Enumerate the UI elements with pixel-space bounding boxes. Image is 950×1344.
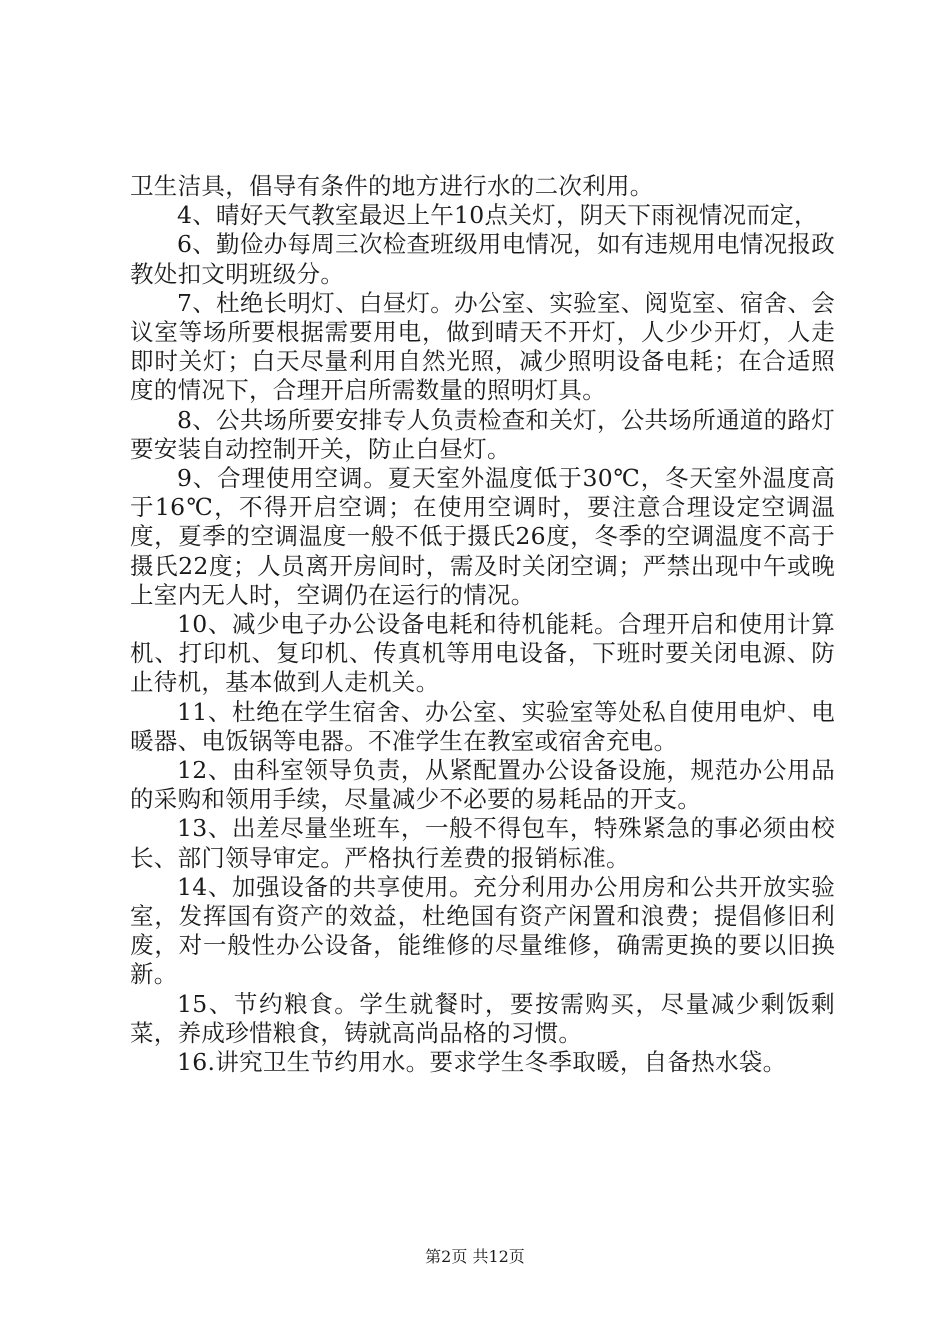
paragraph-7: 11、杜绝在学生宿舍、办公室、实验室等处私自使用电炉、电暖器、电饭锅等电器。不准学生在教室或宿舍充电。 <box>130 697 835 755</box>
page-footer: 第2页 共12页 <box>425 1247 525 1266</box>
paragraph-1: 4、晴好天气教室最迟上午10点关灯，阴天下雨视情况而定， <box>177 201 818 230</box>
paragraph-6: 10、减少电子办公设备电耗和待机能耗。合理开启和使用计算机、打印机、复印机、传真机等用电设备，下班时要关闭电源、防止待机，基本做到人走机关。 <box>130 610 835 697</box>
paragraph-9: 13、出差尽量坐班车，一般不得包车，特殊紧急的事必须由校长、部门领导审定。严格执行差费的报销标准。 <box>130 814 835 872</box>
paragraph-5: 9、合理使用空调。夏天室外温度低于30℃，冬天室外温度高于16℃，不得开启空调；在使用空调时，要注意合理设定空调温度，夏季的空调温度一般不低于摄氏26度，冬季的空调温度不高于摄氏22度；人员离开房间时，需及时关闭空调；严禁出现中午或晚上室内无人时，空调仍在运行的情况。 <box>130 464 835 609</box>
paragraph-4: 8、公共场所要安排专人负责检查和关灯，公共场所通道的路灯要安装自动控制开关，防止白昼灯。 <box>130 405 835 463</box>
paragraph-11: 15、节约粮食。学生就餐时，要按需购买，尽量减少剩饭剩菜，养成珍惜粮食，铸就高尚品格的习惯。 <box>130 989 835 1047</box>
paragraph-8: 12、由科室领导负责，从紧配置办公设备设施，规范办公用品的采购和领用手续，尽量减少不必要的易耗品的开支。 <box>130 756 835 814</box>
paragraph-12: 16.讲究卫生节约用水。要求学生冬季取暖，自备热水袋。 <box>177 1048 787 1077</box>
document-body <box>130 172 835 1077</box>
paragraph-10: 14、加强设备的共享使用。充分利用办公用房和公共开放实验室，发挥国有资产的效益，杜绝国有资产闲置和浪费；提倡修旧利废，对一般性办公设备，能维修的尽量维修，确需更换的要以旧换新。 <box>130 872 835 989</box>
paragraph-3: 7、杜绝长明灯、白昼灯。办公室、实验室、阅览室、宿舍、会议室等场所要根据需要用电，做到晴天不开灯，人少少开灯，人走即时关灯；白天尽量利用自然光照，减少照明设备电耗；在合适照度的情况下，合理开启所需数量的照明灯具。 <box>130 288 835 405</box>
paragraph-0: 卫生洁具，倡导有条件的地方进行水的二次利用。 <box>130 172 654 200</box>
paragraph-2: 6、勤俭办每周三次检查班级用电情况，如有违规用电情况报政教处扣文明班级分。 <box>130 230 835 288</box>
